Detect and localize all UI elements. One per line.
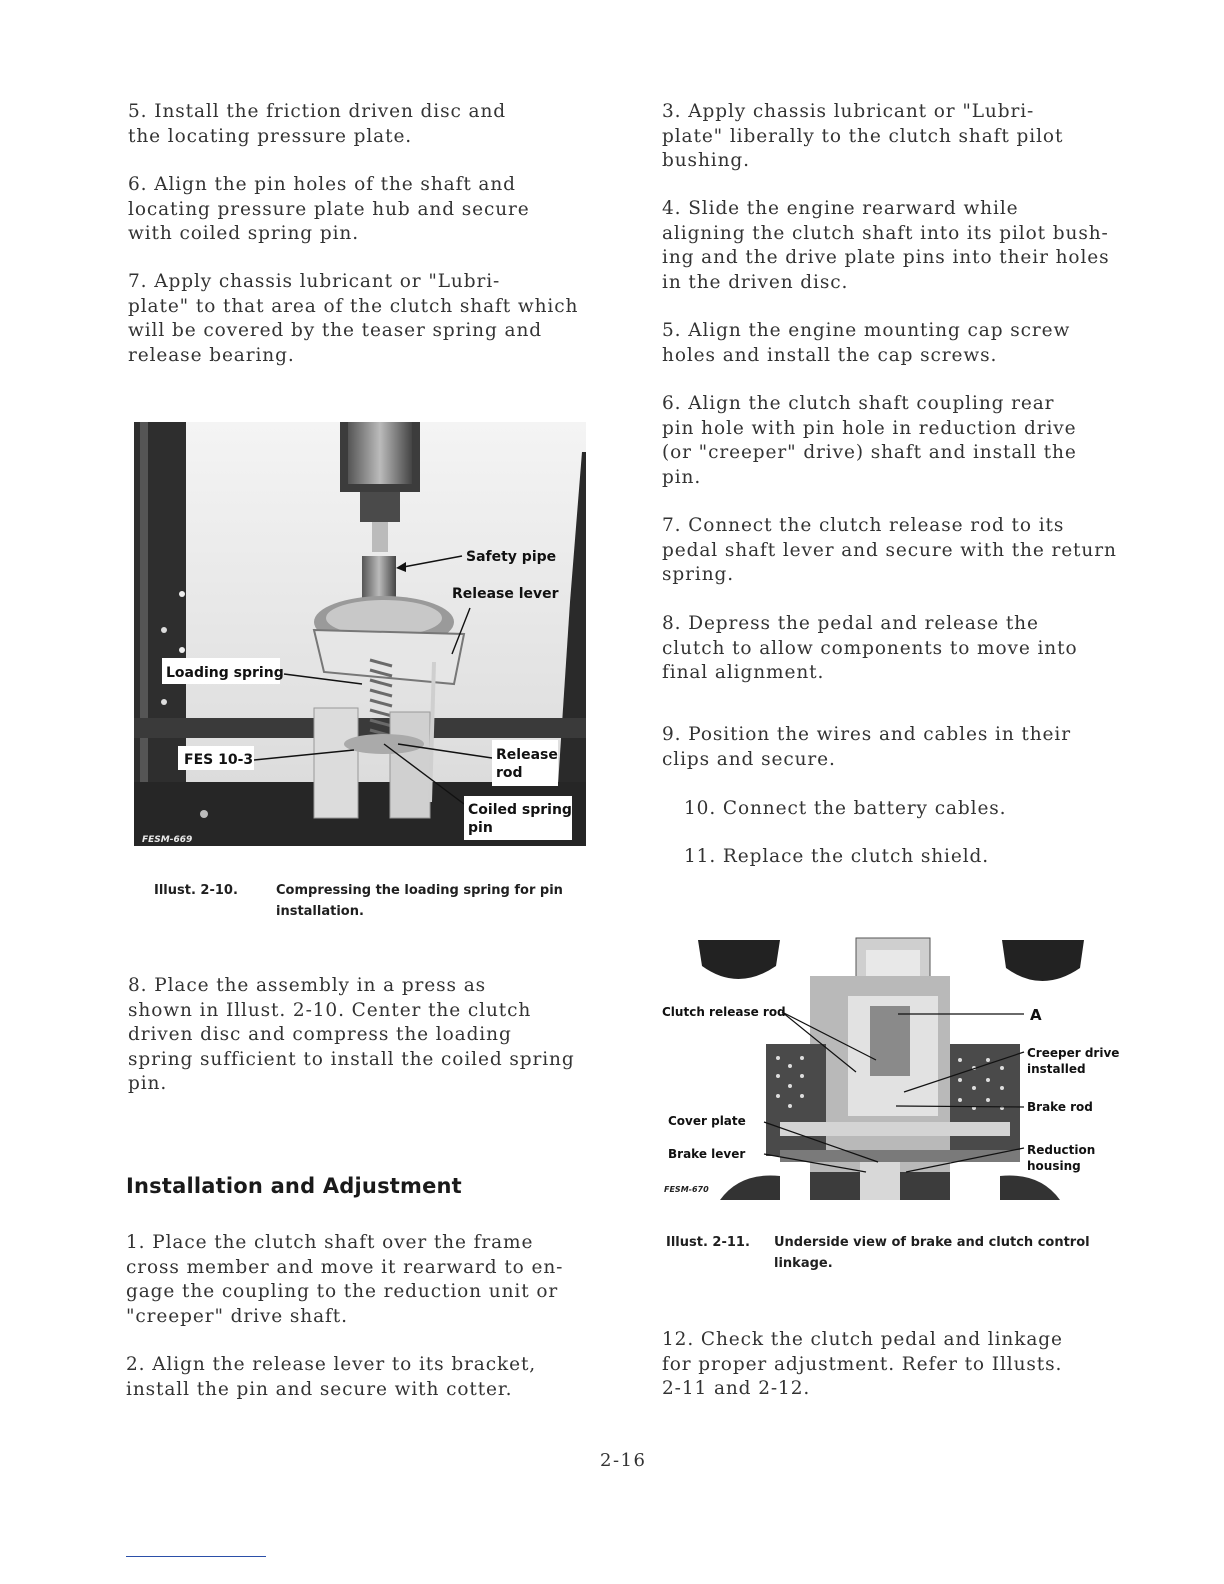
install-step-4: 4. Slide the engine rearward while aligning the clutch shaft into its pilot bush- ing and the drive plate pins into their holes in the driven disc. [662, 198, 1110, 293]
figure-2-10-photo [134, 422, 586, 846]
label-cover-plate: Cover plate [668, 1114, 746, 1128]
install-step-1: 1. Place the clutch shaft over the frame cross member and move it rearward to en- gage the coupling to the reduction unit or "creeper" drive shaft. [126, 1232, 564, 1327]
label-brake-rod: Brake rod [1027, 1100, 1093, 1114]
step-5-friction-disc: 5. Install the friction driven disc and the locating pressure plate. [128, 101, 507, 147]
label-release-rod-line1: Release [496, 747, 558, 763]
label-a: A [1030, 1006, 1042, 1024]
photo-code-fesm-669: FESM-669 [142, 835, 193, 845]
footer-rule [126, 1556, 266, 1557]
photo-code-fesm-670: FESM-670 [664, 1185, 709, 1194]
install-step-3: 3. Apply chassis lubricant or "Lubri- plate" liberally to the clutch shaft pilot bushing. [662, 101, 1064, 171]
install-step-6: 6. Align the clutch shaft coupling rear pin hole with pin hole in reduction drive (or "creeper" drive) shaft and install the pin. [662, 393, 1077, 488]
install-step-7: 7. Connect the clutch release rod to its pedal shaft lever and secure with the return spring. [662, 515, 1117, 585]
figure-2-11-photo [660, 936, 1128, 1200]
label-coiled-spring-line2: pin [468, 820, 493, 836]
label-loading-spring: Loading spring [166, 665, 284, 681]
step-8-place-in-press: 8. Place the assembly in a press as shown in Illust. 2-10. Center the clutch driven disc and compress the loading spring sufficient to install the coiled spring pin. [128, 975, 575, 1094]
install-step-8: 8. Depress the pedal and release the clutch to allow components to move into final alignment. [662, 613, 1078, 683]
caption-number: Illust. 2-11. [666, 1235, 750, 1250]
caption-illust-2-11 [666, 1232, 1090, 1274]
label-fes-10-3: FES 10-3 [184, 752, 254, 768]
section-heading-installation: Installation and Adjustment [126, 1174, 462, 1198]
label-creeper-line2: installed [1027, 1062, 1086, 1076]
caption-line2: linkage. [774, 1256, 833, 1271]
install-step-5: 5. Align the engine mounting cap screw holes and install the cap screws. [662, 320, 1071, 366]
install-step-10: 10. Connect the battery cables. [684, 798, 1007, 819]
label-creeper-line1: Creeper drive [1027, 1046, 1120, 1060]
label-clutch-release-rod: Clutch release rod [662, 1005, 786, 1019]
caption-illust-2-10 [154, 880, 563, 922]
install-step-12: 12. Check the clutch pedal and linkage for proper adjustment. Refer to Illusts. 2-11 and 2-12. [662, 1329, 1063, 1399]
page-number: 2-16 [600, 1450, 647, 1471]
install-step-2: 2. Align the release lever to its bracket, install the pin and secure with cotter. [126, 1354, 537, 1400]
caption-line1: Underside view of brake and clutch control [774, 1235, 1090, 1250]
label-release-lever: Release lever [452, 586, 559, 602]
label-coiled-spring-line1: Coiled spring [468, 802, 572, 818]
step-7-apply-lubricant: 7. Apply chassis lubricant or "Lubri- plate" to that area of the clutch shaft which will be covered by the teaser spring and release bearing. [128, 271, 579, 366]
label-brake-lever: Brake lever [668, 1147, 746, 1161]
install-step-11: 11. Replace the clutch shield. [684, 846, 990, 867]
label-safety-pipe: Safety pipe [466, 549, 557, 565]
caption-line1: Compressing the loading spring for pin [276, 883, 563, 898]
label-reduction-line1: Reduction [1027, 1143, 1096, 1157]
label-reduction-line2: housing [1027, 1159, 1081, 1173]
caption-number: Illust. 2-10. [154, 883, 238, 898]
caption-line2: installation. [276, 904, 364, 919]
step-6-align-pin-holes: 6. Align the pin holes of the shaft and locating pressure plate hub and secure with coiled spring pin. [128, 174, 530, 244]
install-step-9: 9. Position the wires and cables in their clips and secure. [662, 724, 1071, 770]
label-release-rod-line2: rod [496, 765, 523, 781]
